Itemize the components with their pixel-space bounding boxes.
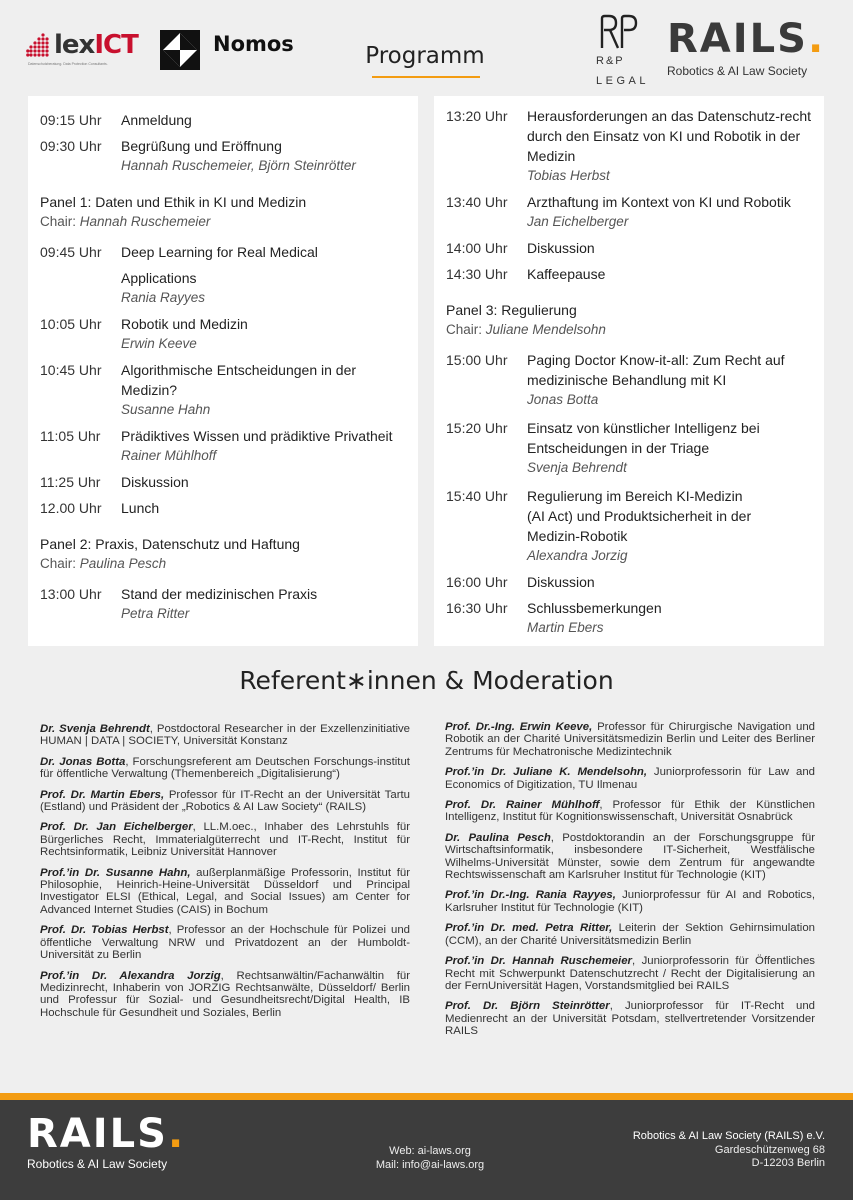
title-underline — [372, 76, 480, 78]
panel-chair: Chair: Juliane Mendelsohn — [446, 322, 606, 337]
lexict-logo — [26, 30, 138, 66]
schedule-time: 15:00 Uhr — [446, 352, 508, 368]
panel-heading: Panel 2: Praxis, Datenschutz und Haftung — [40, 536, 300, 552]
schedule-title: Algorithmische Entscheidungen in der Medizin? — [121, 362, 357, 398]
speaker-bios-left — [40, 723, 410, 1027]
footer-street: Gardeschützenweg 68 — [714, 1143, 825, 1156]
lexict-dots-icon — [26, 33, 52, 57]
schedule-title: Schlussbemerkungen — [527, 600, 662, 616]
speaker-bios-right — [445, 721, 815, 1046]
schedule-title: Robotik und Medizin — [121, 316, 248, 332]
schedule-right — [434, 96, 824, 646]
footer-address — [633, 1130, 825, 1171]
rp-monogram-icon — [598, 14, 638, 50]
schedule-time: 14:30 Uhr — [446, 266, 508, 282]
rp-logo-top: R&P — [596, 55, 625, 67]
schedule-row — [40, 314, 418, 354]
schedule-row — [446, 572, 824, 592]
schedule-row — [446, 350, 824, 410]
schedule-time: 15:40 Uhr — [446, 488, 508, 504]
schedule-row — [446, 418, 824, 478]
schedule-row — [446, 486, 824, 566]
schedule-row — [446, 192, 824, 232]
rails-logo — [667, 17, 825, 78]
speaker-bio: Prof. Dr. Björn Steinrötter, Juniorprofessor für IT-Recht und Medienrecht an der Universität Potsdam, stellvertretender Vorsitzender RAILS — [445, 1000, 816, 1038]
schedule-title: Prädiktives Wissen und prädiktive Privatheit — [121, 428, 393, 444]
footer-rails-logo — [27, 1112, 185, 1171]
schedule-time: 09:30 Uhr — [40, 138, 102, 154]
schedule-time: 16:00 Uhr — [446, 574, 508, 590]
schedule-title: Begrüßung und Eröffnung — [121, 138, 282, 154]
speakers-heading: Referent∗innen & Moderation — [239, 666, 614, 695]
schedule-time: 15:20 Uhr — [446, 420, 508, 436]
schedule-speaker: Jonas Botta — [527, 392, 599, 407]
speaker-bio: Prof.’in Dr. Hannah Ruschemeier, Juniorprofessorin für Öffentliches Recht mit Schwerpunkt Datenschutzrecht / Recht der Digitalisierung an der FernUniversität Hagen, Vorstandsmitglied bei RAILS — [445, 955, 815, 992]
nomos-logo-icon — [160, 30, 200, 70]
schedule-time: 14:00 Uhr — [446, 240, 508, 256]
schedule-time: 16:30 Uhr — [446, 600, 508, 616]
schedule-time: 10:05 Uhr — [40, 316, 102, 332]
schedule-title: Lunch — [121, 500, 160, 516]
schedule-time: 09:15 Uhr — [40, 112, 102, 128]
page-footer — [0, 1100, 853, 1200]
schedule-row — [446, 598, 824, 638]
panel-heading: Panel 1: Daten und Ethik in KI und Medizin — [40, 194, 307, 210]
schedule-title: Arzthaftung im Kontext von KI und Robotik — [527, 194, 791, 210]
schedule-speaker: Martin Ebers — [527, 620, 604, 635]
footer-rails-wordmark: RAILS. — [27, 1111, 186, 1157]
schedule-time: 10:45 Uhr — [40, 362, 102, 378]
lexict-wordmark: lexICT — [54, 30, 138, 60]
panel-chair: Chair: Hannah Ruschemeier — [40, 214, 211, 229]
schedule-title: Anmeldung — [121, 112, 192, 128]
speaker-bio: Prof. Dr.-Ing. Erwin Keeve, Professor für Chirurgische Navigation und Robotik an der Charité Universitätsmedizin Berlin und Leiter des Berliner Zentrums für Mechatronische Medizintechnik — [445, 721, 815, 758]
schedule-speaker: Erwin Keeve — [121, 336, 197, 351]
lexict-tagline: Datenschutzberatung. Data Protection Consultants. — [28, 62, 108, 66]
footer-city: D-12203 Berlin — [751, 1157, 825, 1169]
schedule-left — [28, 96, 418, 646]
schedule-row — [40, 426, 418, 466]
speaker-bio: Dr. Jonas Botta, Forschungsreferent am Deutschen Forschungs-institut für öffentliche Verwaltung (Themenbereich „Digitalisierung“) — [40, 755, 410, 781]
schedule-speaker: Alexandra Jorzig — [527, 548, 628, 563]
schedule-row — [446, 238, 824, 258]
speaker-bio: Prof.’in Dr. Juliane K. Mendelsohn, Juniorprofessorin für Law and Economics of Digitization, TU Ilmenau — [445, 766, 815, 791]
speaker-bio: Prof. Dr. Jan Eichelberger, LL.M.oec., Inhaber des Lehrstuhls für Bürgerliches Recht, Immaterialgüterrecht und IT-Recht, Institut für Rechtsinformatik, Leibniz Universität Hannover — [40, 821, 411, 859]
schedule-row — [446, 106, 824, 186]
schedule-speaker: Tobias Herbst — [527, 168, 610, 183]
rails-subtitle: Robotics & AI Law Society — [667, 64, 808, 78]
page-header — [0, 0, 853, 95]
schedule-row — [40, 360, 418, 420]
nomos-wordmark: Nomos — [213, 32, 294, 56]
schedule-title: Kaffeepause — [527, 266, 606, 282]
rails-wordmark: RAILS. — [667, 16, 826, 62]
speaker-bio: Prof.’in Dr.-Ing. Rania Rayyes, Juniorprofessur für AI and Robotics, Karlsruher Institut für Technologie (KIT) — [445, 889, 815, 914]
schedule-speaker: Petra Ritter — [121, 606, 190, 621]
schedule-time: 12.00 Uhr — [40, 500, 102, 516]
schedule-title: Diskussion — [527, 240, 595, 256]
footer-org-name: Robotics & AI Law Society (RAILS) e.V. — [632, 1130, 825, 1142]
schedule-title: Herausforderungen an das Datenschutz-recht durch den Einsatz von KI und Robotik in der Medizin — [527, 108, 812, 164]
schedule-speaker: Hannah Ruschemeier, Björn Steinrötter — [121, 158, 356, 173]
footer-accent-bar — [0, 1093, 853, 1100]
footer-rails-subtitle: Robotics & AI Law Society — [27, 1157, 168, 1171]
speaker-bio: Prof.’in Dr. Alexandra Jorzig, Rechtsanwältin/Fachanwältin für Medizinrecht, Inhaberin von JORZIG Rechtsanwälte, Düsseldorf/ Berlin und Professur für Sozial- und Gesundheitsrecht/Digital Health, IB Hochschule für Gesundheit und Soziales, Berlin — [40, 969, 411, 1019]
schedule-list — [40, 110, 418, 624]
schedule-title: Einsatz von künstlicher Intelligenz bei Entscheidungen in der Triage — [527, 420, 760, 456]
schedule-time: 11:25 Uhr — [40, 474, 101, 490]
schedule-title: Paging Doctor Know-it-all: Zum Recht auf medizinische Behandlung mit KI — [527, 352, 785, 388]
schedule-row — [446, 264, 824, 284]
schedule-speaker: Susanne Hahn — [121, 402, 211, 417]
footer-contact — [330, 1144, 530, 1172]
footer-mail-link[interactable]: Mail: info@ai-laws.org — [375, 1159, 485, 1171]
schedule-title: Diskussion — [121, 474, 189, 490]
schedule-title: Regulierung im Bereich KI-Medizin (AI Act) und Produktsicherheit in der Medizin-Robotik — [527, 488, 752, 544]
schedule-title: Diskussion — [527, 574, 595, 590]
schedule-row — [40, 498, 418, 518]
speaker-bio: Prof. Dr. Martin Ebers, Professor für IT-Recht an der Universität Tartu (Estland) und Präsident der „Robotics & AI Law Society“ (RAILS) — [40, 788, 410, 814]
panel-heading: Panel 3: Regulierung — [446, 302, 577, 318]
schedule-speaker: Rania Rayyes — [121, 290, 206, 305]
schedule-title: Stand der medizinischen Praxis — [121, 586, 318, 602]
schedule-row — [40, 584, 418, 624]
footer-web-link[interactable]: Web: ai-laws.org — [389, 1145, 471, 1157]
schedule-row — [40, 136, 418, 176]
schedule-row — [40, 242, 418, 308]
schedule-time: 11:05 Uhr — [40, 428, 101, 444]
speaker-bio: Prof. Dr. Rainer Mühlhoff, Professor für Ethik der Künstlichen Intelligenz, Institut für Kognitionswissenschaft, Universität Osnabrück — [445, 799, 816, 824]
speaker-bio: Prof.’in Dr. Susanne Hahn, außerplanmäßige Professorin, Institut für Philosophie, Heinrich-Heine-Universität Düsseldorf und Principal Investigator ELSI (Ethical, Legal, and Social Issues) am Center for Advanced Internet Studies (CAIS) in Bochum — [40, 866, 410, 916]
page-title: Programm — [365, 43, 485, 69]
speaker-bio: Dr. Paulina Pesch, Postdoktorandin an der Forschungsgruppe für Wirtschaftsinformatik, insbesondere IT-Sicherheit, Westfälische Wilhelms-Universität Münster, sowie dem Zentrum für angewandte Rechtswissenschaft am Karlsruher Institut für Technologie (KIT) — [445, 831, 815, 882]
speaker-bio: Prof.’in Dr. med. Petra Ritter, Leiterin der Sektion Gehirnsimulation (CCM), an der Charité Universitätsmedizin Berlin — [445, 922, 815, 947]
speaker-bio: Prof. Dr. Tobias Herbst, Professor an der Hochschule für Polizei und öffentliche Verwaltung NRW und Privatdozent an der Humboldt-Universität zu Berlin — [40, 924, 410, 962]
schedule-speaker: Svenja Behrendt — [527, 460, 627, 475]
schedule-time: 13:40 Uhr — [446, 194, 508, 210]
rp-logo-bottom: LEGAL — [596, 75, 649, 87]
schedule-time: 13:20 Uhr — [446, 108, 508, 124]
schedule-row — [40, 110, 418, 130]
schedule-speaker: Rainer Mühlhoff — [121, 448, 217, 463]
schedule-row — [40, 472, 418, 492]
schedule-title: Deep Learning for Real Medical Applications — [121, 244, 318, 286]
panel-chair: Chair: Paulina Pesch — [40, 556, 167, 571]
schedule-time: 13:00 Uhr — [40, 586, 102, 602]
schedule-speaker: Jan Eichelberger — [527, 214, 629, 229]
schedule-time: 09:45 Uhr — [40, 244, 102, 260]
speaker-bio: Dr. Svenja Behrendt, Postdoctoral Researcher in der Exzellenzinitiative HUMAN | DATA | SOCIETY, Universität Konstanz — [40, 723, 410, 748]
